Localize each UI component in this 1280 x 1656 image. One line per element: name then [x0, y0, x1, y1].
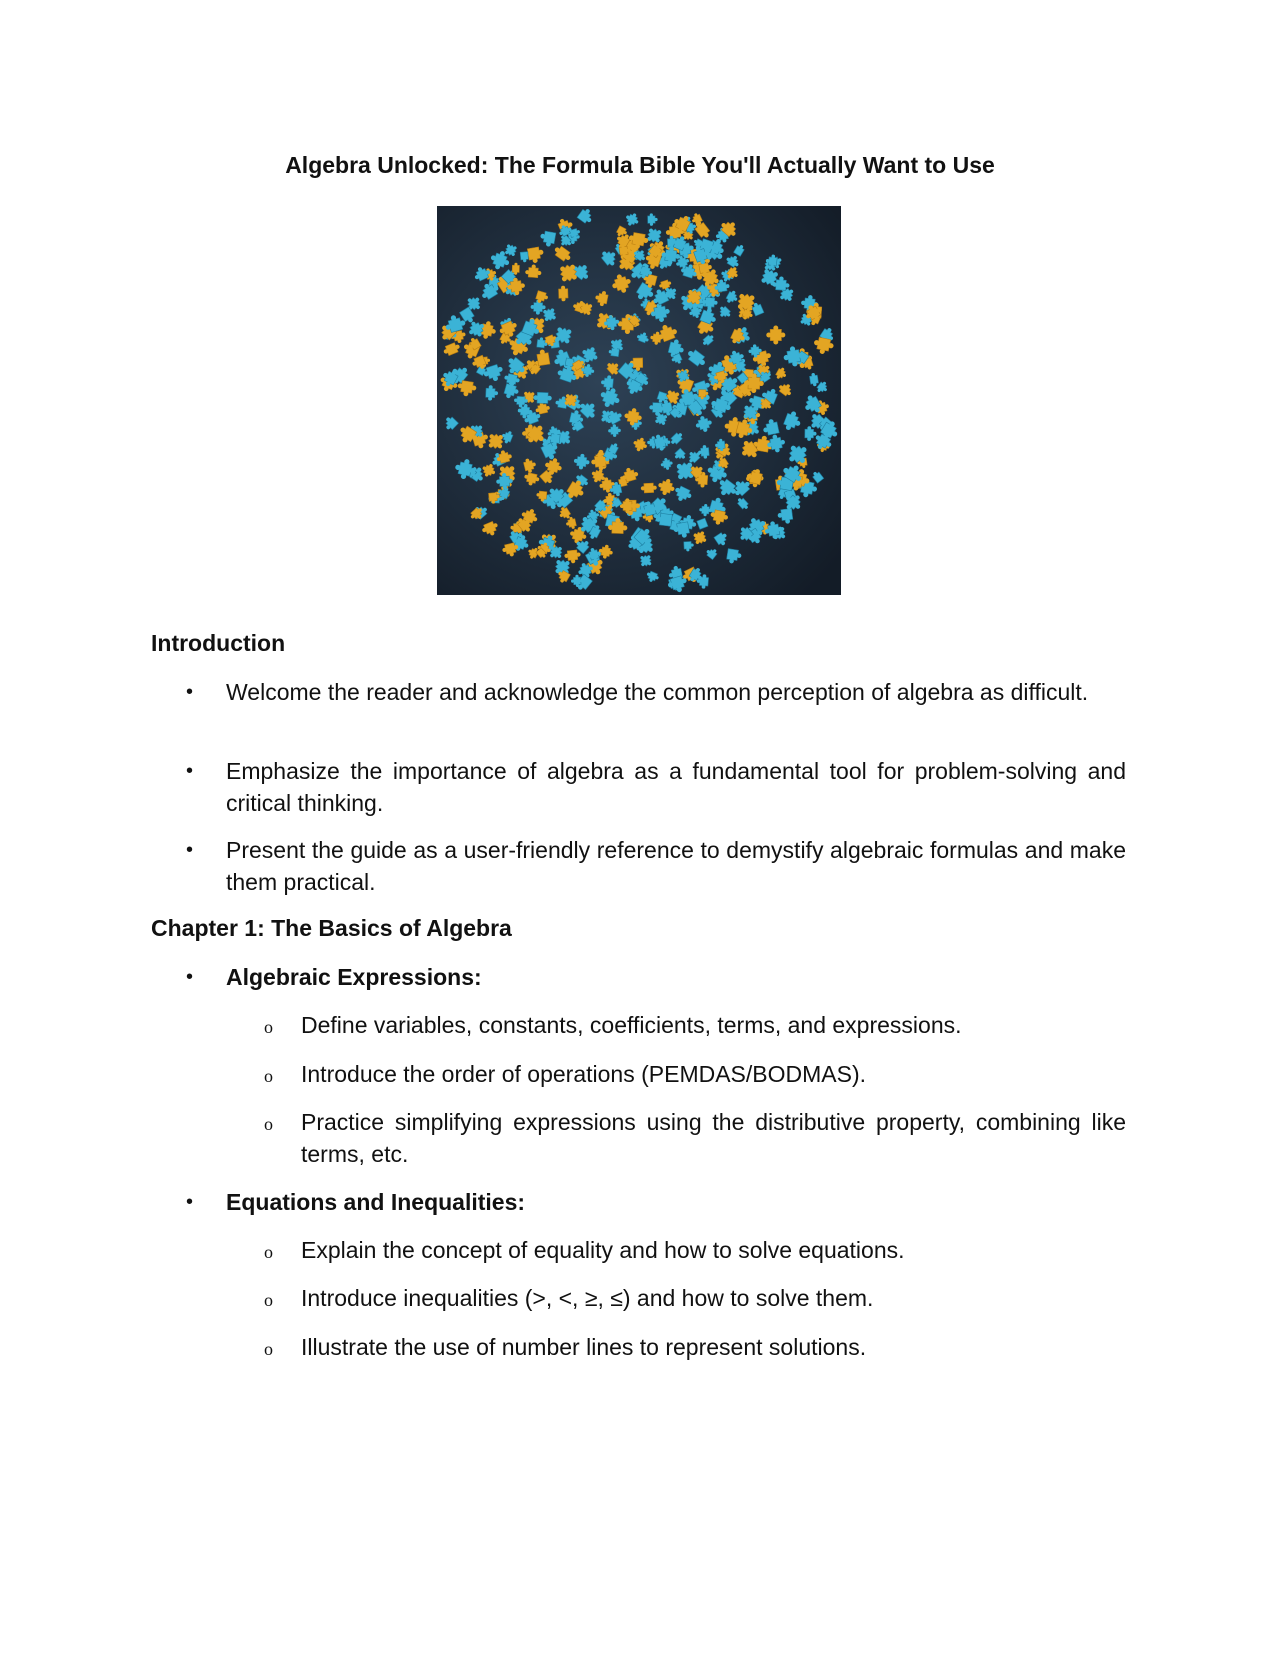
list-item [0, 676, 1280, 755]
list-item [0, 1058, 1280, 1106]
sub-item-text: Explain the concept of equality and how to solve equations. [301, 1237, 905, 1263]
bullet-icon: • [186, 966, 194, 988]
list-item [0, 1331, 1280, 1379]
sub-bullet-icon: o [264, 1066, 273, 1086]
sub-item-text: Introduce inequalities (>, <, ≥, ≤) and how to solve them. [301, 1285, 874, 1311]
list-item [0, 1186, 1280, 1234]
list-item [0, 1009, 1280, 1058]
sub-bullet-icon: o [264, 1242, 273, 1262]
intro-bullet-text: Welcome the reader and acknowledge the common perception of algebra as difficult. [226, 679, 1089, 705]
list-item [0, 1282, 1280, 1331]
list-item [0, 834, 1280, 913]
intro-bullet-text: Present the guide as a user-friendly reference to demystify algebraic formulas and make them practical. [226, 837, 1126, 895]
sub-bullet-icon: o [264, 1339, 273, 1359]
sub-item-text: Illustrate the use of number lines to represent solutions. [301, 1334, 867, 1360]
sub-bullet-icon: o [264, 1290, 273, 1310]
sub-item-text: Practice simplifying expressions using the distributive property, combining like terms, etc. [301, 1109, 1126, 1167]
list-item [0, 1234, 1280, 1282]
sub-bullet-icon: o [264, 1114, 273, 1134]
bullet-icon: • [186, 760, 194, 782]
sub-bullet-icon: o [264, 1017, 273, 1037]
chapter-1-list [0, 961, 1280, 1379]
bullet-icon: • [186, 681, 194, 703]
document-title: Algebra Unlocked: The Formula Bible You'll Actually Want to Use [285, 152, 995, 178]
section-label: Algebraic Expressions: [226, 964, 482, 990]
introduction-list [0, 676, 1280, 913]
list-item [0, 961, 1280, 1009]
sub-item-text: Define variables, constants, coefficients, terms, and expressions. [301, 1012, 962, 1038]
list-item [0, 1106, 1280, 1186]
intro-bullet-text: Emphasize the importance of algebra as a fundamental tool for problem-solving and critical thinking. [226, 758, 1126, 816]
jigsaw-puzzle-image [437, 206, 841, 595]
introduction-heading: Introduction [151, 630, 286, 656]
puzzle-pieces-illustration [437, 206, 841, 595]
list-item [0, 755, 1280, 834]
chapter-1-heading: Chapter 1: The Basics of Algebra [151, 915, 512, 941]
bullet-icon: • [186, 1191, 194, 1213]
section-label: Equations and Inequalities: [226, 1189, 526, 1215]
sub-item-text: Introduce the order of operations (PEMDAS/BODMAS). [301, 1061, 867, 1087]
bullet-icon: • [186, 839, 194, 861]
